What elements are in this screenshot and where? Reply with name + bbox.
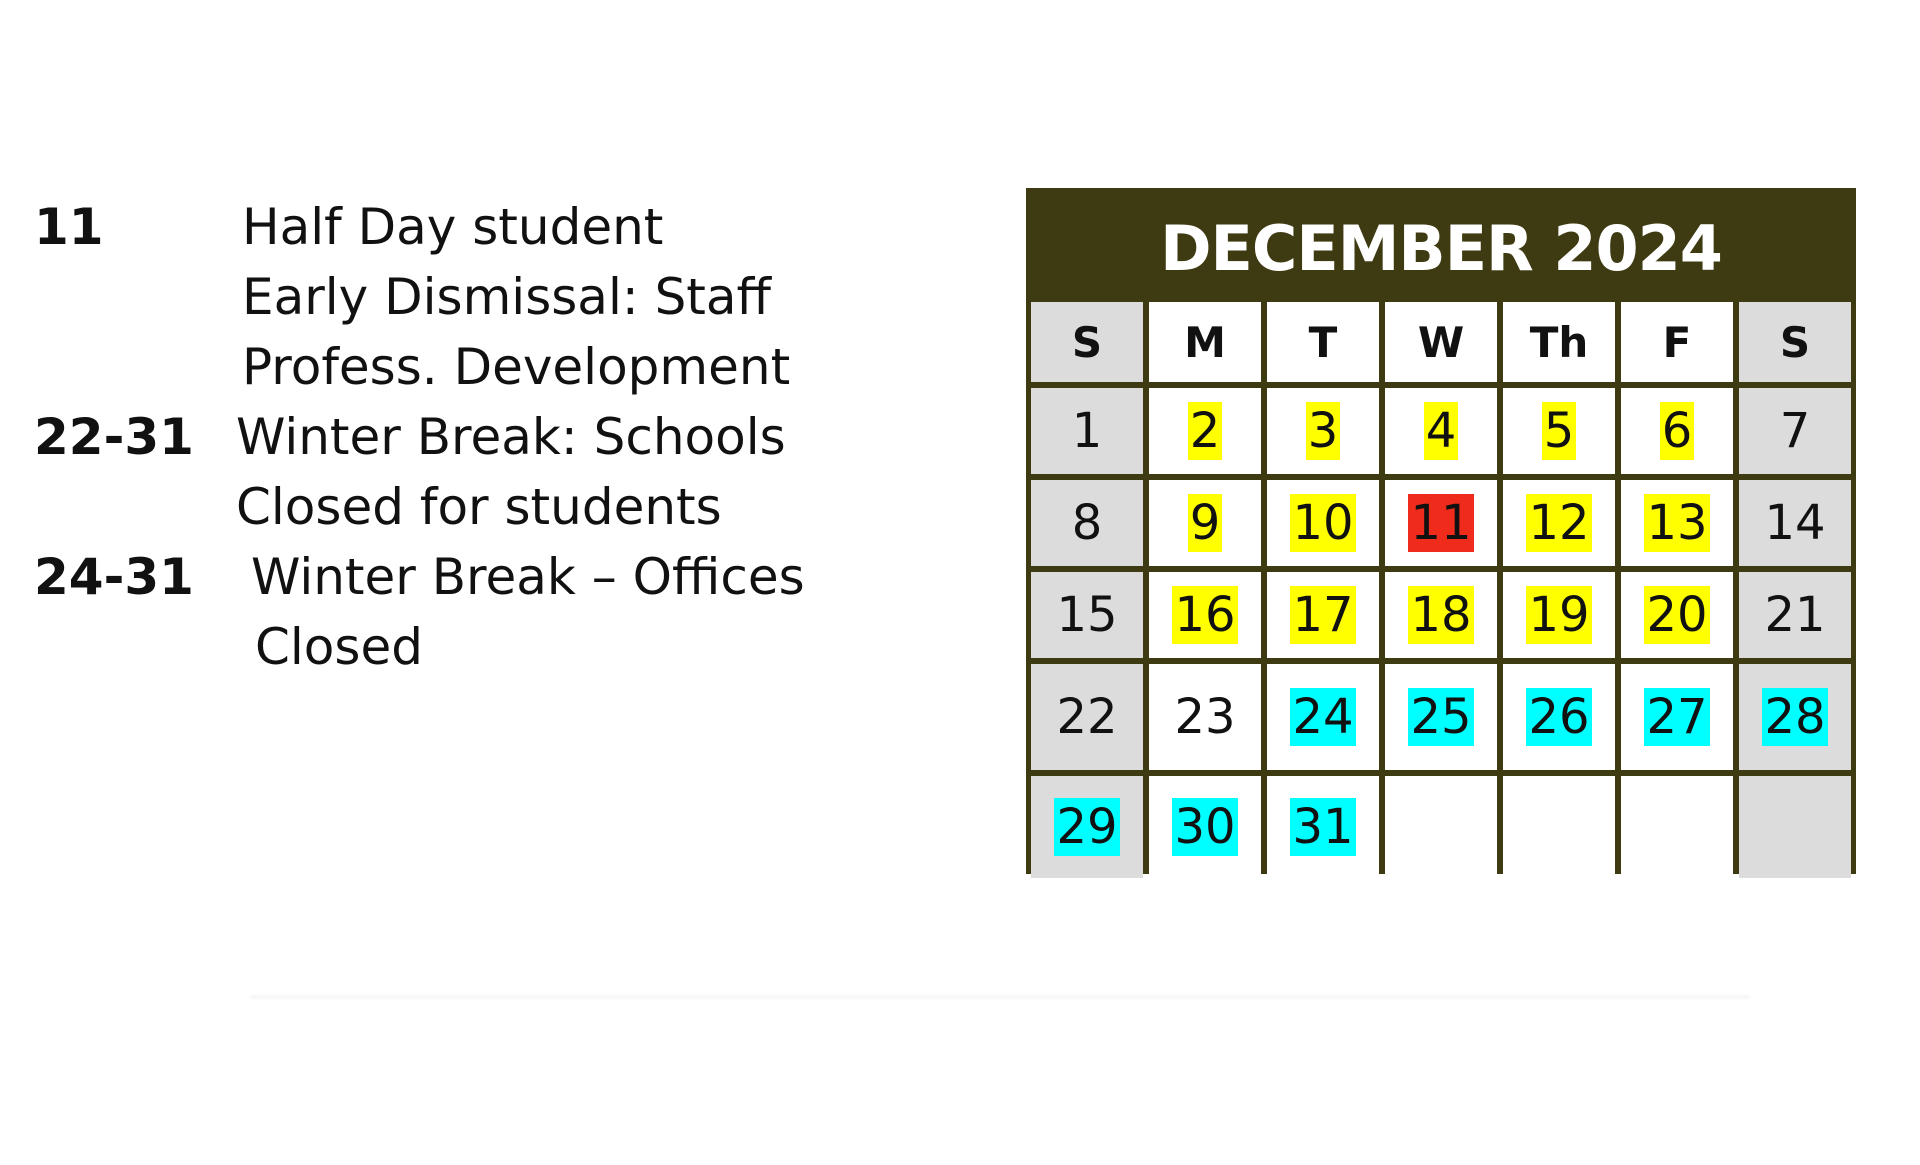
calendar-day	[1267, 480, 1379, 566]
calendar-day	[1503, 388, 1615, 474]
day-number: 22	[1056, 688, 1118, 745]
calendar-day	[1621, 480, 1733, 566]
day-number: 31	[1292, 798, 1354, 855]
calendar-day	[1149, 572, 1261, 658]
calendar-day	[1031, 388, 1143, 474]
calendar-grid	[1031, 302, 1851, 878]
calendar-day	[1739, 480, 1851, 566]
day-number: 2	[1189, 402, 1221, 459]
event-date: 22-31	[34, 408, 194, 466]
calendar-day	[1149, 776, 1261, 878]
day-header: Th	[1503, 302, 1615, 382]
month-calendar	[1026, 188, 1856, 874]
calendar-day	[1267, 664, 1379, 770]
calendar-day	[1621, 388, 1733, 474]
calendar-empty-cell	[1621, 776, 1733, 878]
day-number: 13	[1646, 494, 1708, 551]
event-description	[242, 192, 790, 402]
event-item	[34, 402, 894, 542]
day-number: 17	[1292, 586, 1354, 643]
event-description	[236, 402, 786, 542]
day-number: 4	[1425, 402, 1457, 459]
calendar-day	[1621, 572, 1733, 658]
day-number: 8	[1071, 494, 1103, 551]
calendar-empty-cell	[1503, 776, 1615, 878]
event-line: Winter Break – Offices	[251, 548, 805, 606]
events-list	[34, 192, 894, 682]
event-date: 11	[34, 198, 104, 256]
day-header: S	[1031, 302, 1143, 382]
calendar-day	[1385, 572, 1497, 658]
event-line: Early Dismissal: Staff	[242, 268, 772, 326]
calendar-day	[1031, 572, 1143, 658]
day-number: 23	[1174, 688, 1236, 745]
calendar-day	[1031, 664, 1143, 770]
calendar-day	[1739, 664, 1851, 770]
day-header: W	[1385, 302, 1497, 382]
day-number: 20	[1646, 586, 1708, 643]
day-number: 24	[1292, 688, 1354, 745]
day-number: 7	[1779, 402, 1811, 459]
calendar-day	[1267, 776, 1379, 878]
day-number: 14	[1764, 494, 1826, 551]
day-number: 30	[1174, 798, 1236, 855]
calendar-title: DECEMBER 2024	[1160, 212, 1722, 285]
day-header: M	[1149, 302, 1261, 382]
calendar-day	[1149, 664, 1261, 770]
day-number: 29	[1056, 798, 1118, 855]
day-number: 27	[1646, 688, 1708, 745]
day-number: 3	[1307, 402, 1339, 459]
day-number: 19	[1528, 586, 1590, 643]
calendar-day	[1149, 388, 1261, 474]
calendar-day	[1739, 388, 1851, 474]
day-header: T	[1267, 302, 1379, 382]
calendar-day	[1149, 480, 1261, 566]
calendar-day	[1267, 388, 1379, 474]
calendar-day	[1503, 572, 1615, 658]
day-number: 18	[1410, 586, 1472, 643]
day-number: 5	[1543, 402, 1575, 459]
day-number: 1	[1071, 402, 1103, 459]
day-number: 15	[1056, 586, 1118, 643]
calendar-day	[1385, 480, 1497, 566]
day-header: F	[1621, 302, 1733, 382]
event-line: Profess. Development	[242, 338, 791, 396]
calendar-day	[1267, 572, 1379, 658]
divider	[250, 993, 1750, 1001]
event-item	[34, 542, 894, 682]
calendar-day	[1503, 664, 1615, 770]
calendar-empty-cell	[1385, 776, 1497, 878]
day-number: 6	[1661, 402, 1693, 459]
day-number: 9	[1189, 494, 1221, 551]
day-header: S	[1739, 302, 1851, 382]
event-line: Half Day student	[242, 198, 664, 256]
calendar-day	[1621, 664, 1733, 770]
event-date: 24-31	[34, 548, 194, 606]
calendar-day	[1031, 776, 1143, 878]
calendar-day	[1031, 480, 1143, 566]
day-number: 21	[1764, 586, 1826, 643]
day-number: 28	[1764, 688, 1826, 745]
event-item	[34, 192, 894, 402]
event-line: Closed	[255, 618, 423, 676]
day-number: 11	[1410, 494, 1472, 551]
day-number: 10	[1292, 494, 1354, 551]
calendar-day	[1739, 572, 1851, 658]
day-number: 26	[1528, 688, 1590, 745]
calendar-day	[1385, 664, 1497, 770]
calendar-day	[1503, 480, 1615, 566]
event-line: Winter Break: Schools	[236, 408, 786, 466]
event-description	[251, 542, 805, 682]
calendar-empty-cell	[1739, 776, 1851, 878]
day-number: 25	[1410, 688, 1472, 745]
day-number: 12	[1528, 494, 1590, 551]
day-number: 16	[1174, 586, 1236, 643]
event-line: Closed for students	[236, 478, 722, 536]
calendar-day	[1385, 388, 1497, 474]
